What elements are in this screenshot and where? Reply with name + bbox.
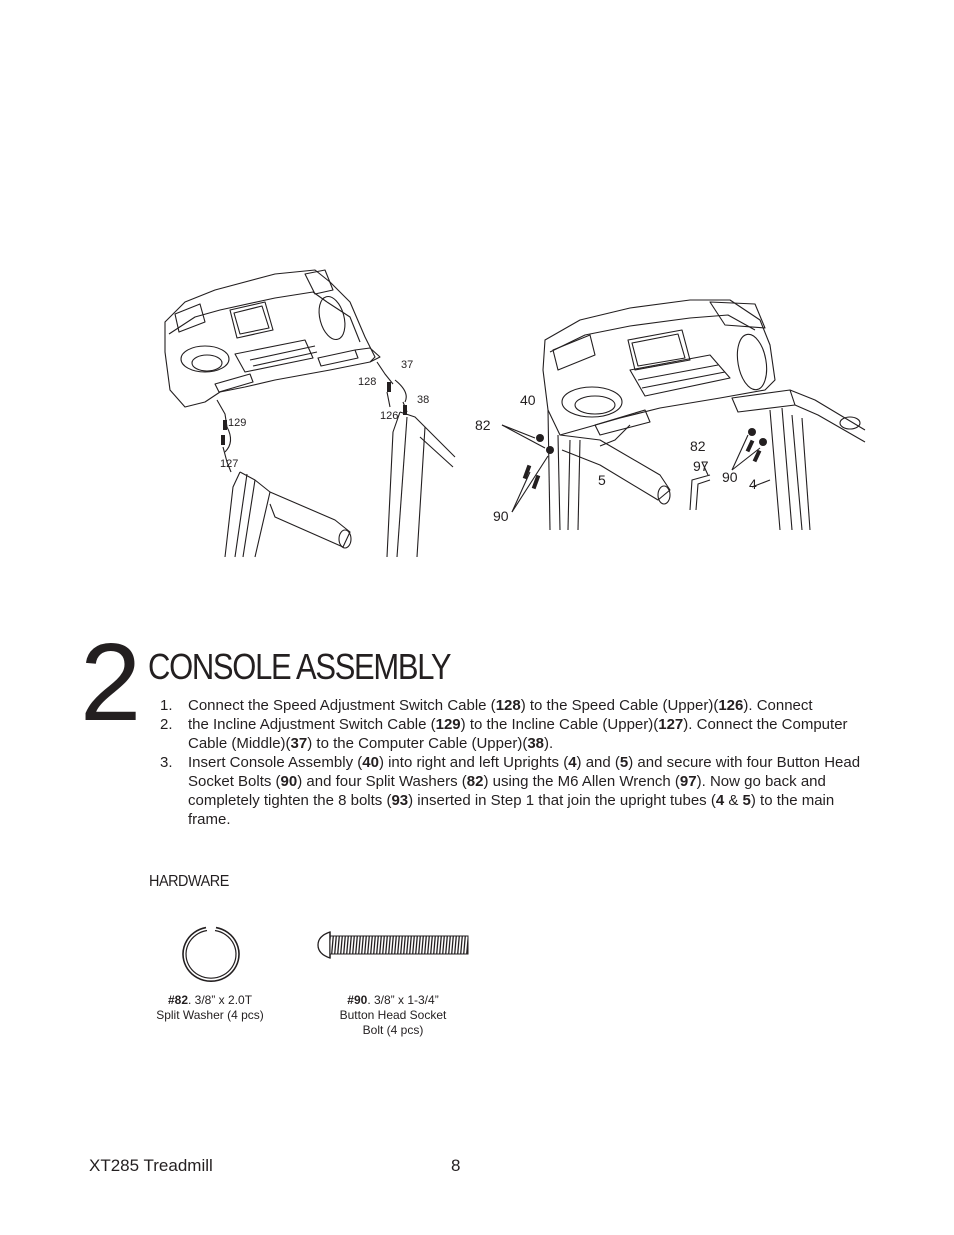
bolt-id: #90 (347, 993, 368, 1007)
callout-127: 127 (220, 458, 239, 470)
instruction-step-1: 1. Connect the Speed Adjustment Switch Cable (128) to the Speed Cable (Upper)(126). Connect (160, 697, 813, 714)
part-reference: 5 (619, 754, 629, 771)
callout-90-left: 90 (493, 508, 509, 524)
instruction-step-3: 3. Insert Console Assembly (40) into right and left Uprights (4) and (5) and secure with four Button Head Socket Bolts (90) and four Split Washers (82) using the M6 Allen Wrench (97). Now go back and completely tighten the 8 bolts (93) inserted in Step 1 that join the upright tubes (4 & 5) to the main frame. (160, 754, 861, 828)
part-reference: 40 (362, 754, 379, 771)
callout-82-right: 82 (690, 438, 706, 454)
callout-38: 38 (417, 394, 430, 406)
callout-5: 5 (598, 472, 606, 488)
washer-caption (140, 993, 280, 1023)
part-reference: 38 (527, 735, 545, 752)
page-number: 8 (451, 1156, 461, 1175)
part-reference: 97 (679, 773, 697, 790)
console-installation-diagram (470, 290, 870, 535)
console-cable-connection-diagram (155, 262, 460, 562)
instruction-list (160, 696, 865, 829)
instruction-number: 2. (160, 716, 173, 733)
part-reference: 82 (466, 773, 484, 790)
callout-129: 129 (228, 417, 247, 429)
step-number: 2 (80, 621, 140, 744)
washer-desc: Split Washer (4 pcs) (156, 1008, 264, 1022)
instruction-number: 3. (160, 754, 173, 771)
part-reference: 129 (435, 716, 461, 733)
callout-37: 37 (401, 359, 414, 371)
callout-90-right: 90 (722, 469, 738, 485)
part-reference: 93 (391, 792, 409, 809)
bolt-desc-line2: Bolt (4 pcs) (362, 1023, 424, 1037)
part-reference: 127 (658, 716, 684, 733)
part-reference: 4 (568, 754, 577, 771)
callout-126: 126 (380, 410, 399, 422)
part-reference: 90 (280, 773, 298, 790)
bolt-spec: . 3/8” x 1-3/4” (367, 993, 439, 1007)
bolt-desc-line1: Button Head Socket (339, 1008, 447, 1022)
part-reference: 128 (495, 697, 521, 714)
split-washer-illustration (180, 924, 244, 986)
callout-40: 40 (520, 392, 536, 408)
button-head-bolt-illustration (316, 928, 472, 962)
callout-82-left: 82 (475, 417, 491, 433)
part-reference: 126 (718, 697, 744, 714)
footer-model-name: XT285 Treadmill (89, 1156, 213, 1175)
instruction-number: 1. (160, 697, 173, 714)
hardware-heading: HARDWARE (149, 873, 229, 890)
part-reference: 37 (290, 735, 308, 752)
callout-4: 4 (749, 476, 757, 492)
part-reference: 4 (715, 792, 725, 809)
washer-spec: . 3/8” x 2.0T (188, 993, 253, 1007)
washer-id: #82 (167, 993, 188, 1007)
callout-128: 128 (358, 376, 377, 388)
callout-97: 97 (693, 458, 709, 474)
part-reference: 5 (742, 792, 751, 809)
section-title: CONSOLE ASSEMBLY (148, 646, 451, 687)
bolt-caption (318, 993, 468, 1038)
instruction-step-2: 2. the Incline Adjustment Switch Cable (129) to the Incline Cable (Upper)(127). Connect the Computer Cable (Middle)(37) to the Computer Cable (Upper)(38). (160, 716, 848, 752)
